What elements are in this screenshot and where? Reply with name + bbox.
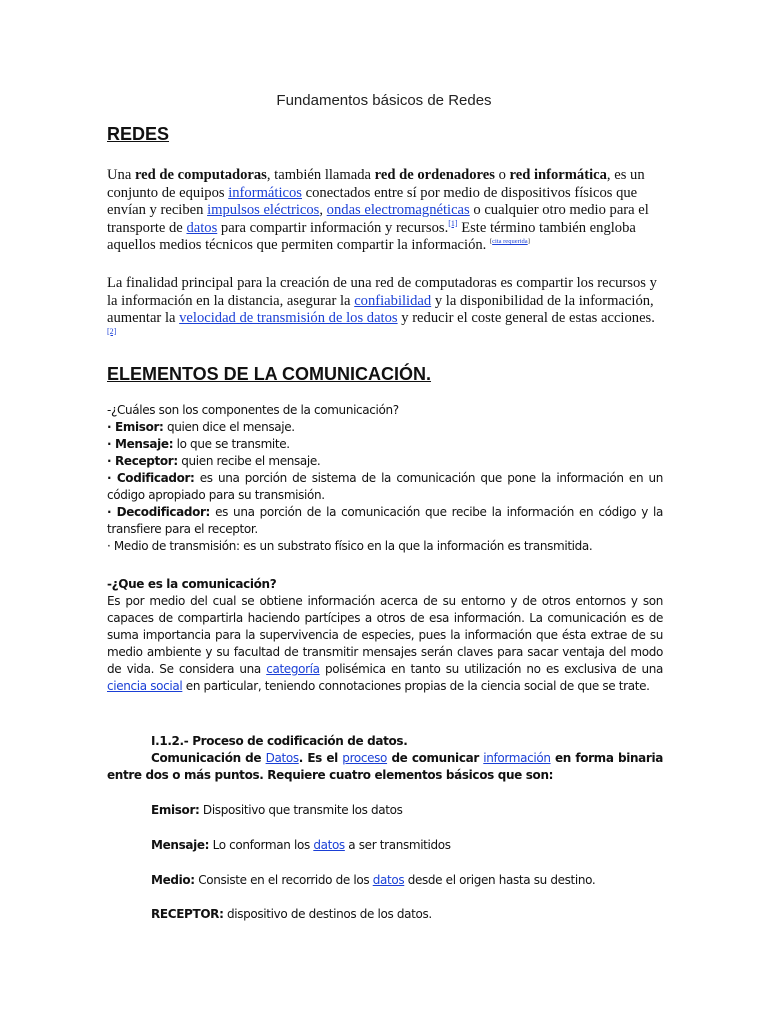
link-impulsos-electricos[interactable]: impulsos eléctricos	[207, 202, 320, 218]
link-datos-proceso[interactable]: Datos	[265, 751, 299, 765]
reference-1-link[interactable]: [1]	[448, 218, 458, 228]
proceso-heading: I.1.2.- Proceso de codificación de datos.	[151, 734, 408, 748]
list-item: · Codificador: es una porción de sistema de la comunicación que pone la información en un código apropiado para su transmisión.	[107, 471, 663, 502]
reference-2-link[interactable]: [2]	[107, 326, 117, 336]
list-item: · Emisor: quien dice el mensaje.	[107, 420, 295, 434]
link-ciencia-social[interactable]: ciencia social	[107, 679, 183, 693]
cita-requerida-link[interactable]: cita requerida	[492, 238, 528, 246]
link-ondas-electromagneticas[interactable]: ondas electromagnéticas	[326, 202, 470, 218]
item-emisor: Emisor: Dispositivo que transmite los datos	[151, 803, 403, 817]
proceso-paragraph: Comunicación de Datos. Es el proceso de comunicar información en forma binaria entre dos o más puntos. Requiere cuatro elementos básicos que son:	[107, 751, 663, 782]
link-datos[interactable]: datos	[186, 219, 218, 236]
paragraph-finalidad: La finalidad principal para la creación de una red de computadoras es compartir los recursos y la información en la distancia, asegurar la confiabilidad y la disponibilidad de la información, aumentar la velocidad de transmisión de los datos y reducir el coste general de estas acciones.[2]	[107, 275, 657, 336]
link-informacion[interactable]: información	[483, 751, 551, 765]
section-que-es-comunicacion: -¿Que es la comunicación? Es por medio del cual se obtiene información acerca de su entorno y de otros entornos y son capaces de compartirla haciendo partícipes a otros de esa información. La comunicación es de suma importancia para la supervivencia de especies, pues la información que ésta extrae de su medio ambiente y su facultad de transmitir mensajes serán claves para sacar ventaja del modo de vida. Se considera una categoría polisémica en tanto su utilización no es exclusiva de una ciencia social en particular, teniendo connotaciones propias de la ciencia social de que se trate.	[107, 577, 663, 693]
section-proceso-codificacion	[107, 733, 663, 784]
link-informaticos[interactable]: informáticos	[228, 184, 302, 201]
list-item: · Mensaje: lo que se transmite.	[107, 437, 290, 451]
document-title: Fundamentos básicos de Redes	[276, 92, 492, 109]
components-list	[107, 402, 663, 555]
list-item: · Decodificador: es una porción de la comunicación que recibe la información en código y la transfiere para el receptor.	[107, 505, 663, 536]
heading-redes: REDES	[107, 124, 170, 144]
link-datos-mensaje[interactable]: datos	[313, 838, 345, 852]
list-item: · Receptor: quien recibe el mensaje.	[107, 454, 321, 468]
link-datos-medio[interactable]: datos	[372, 873, 405, 887]
link-categoria[interactable]: categoría	[266, 662, 320, 676]
item-mensaje: Mensaje: Lo conforman los datos a ser transmitidos	[151, 838, 451, 852]
item-medio: Medio: Consiste en el recorrido de los datos desde el origen hasta su destino.	[151, 873, 596, 887]
item-receptor: RECEPTOR: dispositivo de destinos de los datos.	[151, 907, 432, 921]
paragraph-red-definicion: Una red de computadoras, también llamada red de ordenadores o red informática, es un conjunto de equipos informáticos conectados entre sí por medio de dispositivos físicos que envían y reciben impulsos eléctricos, ondas electromagnéticas o cualquier otro medio para el transporte de datos para compartir información y recursos.[1] Este término también engloba aquellos medios técnicos que permiten compartir la información. [cita requerida]	[107, 167, 649, 253]
comunicacion-question: -¿Que es la comunicación?	[107, 577, 277, 591]
link-confiabilidad[interactable]: confiabilidad	[354, 292, 432, 309]
heading-elementos-comunicacion: ELEMENTOS DE LA COMUNICACIÓN.	[107, 364, 432, 384]
link-velocidad-transmision[interactable]: velocidad de transmisión de los datos	[179, 310, 398, 326]
components-question: -¿Cuáles son los componentes de la comunicación?	[107, 403, 399, 417]
link-proceso[interactable]: proceso	[342, 751, 388, 765]
list-item: · Medio de transmisión: es un substrato físico en la que la información es transmitida.	[107, 539, 593, 553]
